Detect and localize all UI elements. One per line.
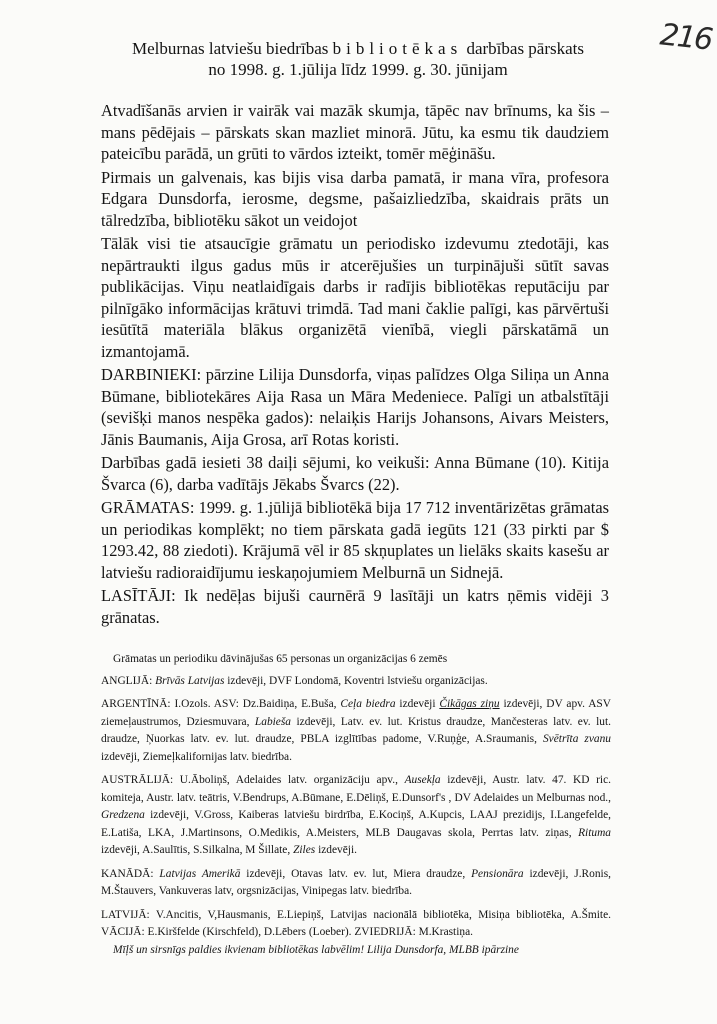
donor-publication: Svētrīta zvanu <box>542 733 612 745</box>
donor-publication: Pensionāra <box>471 867 524 880</box>
document-header <box>88 38 628 80</box>
donor-text: izdevēji, DV apv. ASV ziemeļaustrumos, Dziesmuvara, <box>101 698 611 728</box>
donor-text: izdevēji, A.Saulītis, S.Silkalna, M Šillate, <box>101 844 294 856</box>
header-org: Melburnas latviešu biedrības <box>131 39 329 58</box>
donor-latvija-vacija-zviedrija: LATVIJĀ: V.Ancitis, V,Hausmanis, E.Liepiņš, Latvijas nacionālā bibliotēka, Misiņa bibliotēka, A.Šmite. VĀCIJĀ: E.Kiršfelde (Kirschfeld), D.Lēbers (Loeber). ZVIEDRIJĀ: M.Krastiņa. <box>101 908 611 938</box>
donor-text: izdevēji, J.Ronis, M.Štauvers, Vankuveras latv, orgsnizācijas, Vinipegas latv. biedrība. <box>101 867 611 897</box>
donor-text: izdevēji, Otavas latv. ev. lut, Miera draudze, <box>240 867 472 880</box>
closing-thanks: Mīļš un sirsnīgs paldies ikvienam bibliotēkas labvēlim! Lilija Dunsdorfa, MLBB ipārzine <box>113 943 519 956</box>
donor-text: izdevēji. <box>315 844 357 856</box>
header-line-1 <box>88 38 628 59</box>
paragraph-husband: Pirmais un galvenais, kas bijis visa darba pamatā, ir mana vīra, profesora Edgara Dunsdorfa, ierosme, degsme, pašaizliedzība, skaidrais prāts un tālredzība, bibliotēku sākot un veidojot <box>101 167 609 230</box>
donor-text: izdevēji, Ziemeļkalifornijas latv. biedrība. <box>101 750 292 763</box>
donor-publication: Latvijas Amerikā <box>159 867 241 880</box>
donor-text: KANĀDĀ: <box>101 867 160 880</box>
donor-text: ARGENTĪNĀ: I.Ozols. ASV: Dz.Baidiņa, E.Buša, <box>101 698 341 710</box>
donor-argentina-asv <box>101 696 611 766</box>
header-report: darbības pārskats <box>466 39 585 58</box>
header-line-2: no 1998. g. 1.jūlija līdz 1999. g. 30. jūnijam <box>208 60 508 79</box>
paragraph-donors-thanks: Tālāk visi tie atsaucīgie grāmatu un periodisko izdevumu ztedotāji, kas nepārtraukti ilgus gadus mūs ir atcerējušies un turpinājuši sūtīt savas publikācijas. Viņu neatlaidīgais darbs ir radījis bibliotēkas reputāciju par pilnīgāko informācijas krātuvi trimdā. Tad mani čaklie palīgi, kas pārvērtuši iesūtītā materiāla blākus organizētā vienībā, viegli pārskatāmā un izmantojamā. <box>101 234 609 361</box>
header-library-spaced: bibliotēkas <box>332 39 463 58</box>
donor-text: izdevēji, Austr. latv. 47. KD ric. komiteja, Austr. latv. teātris, V.Bendrups, A.Būmane, E.Dēliņš, E.Dunsorf's , DV Adelaides un Melburnas nod., <box>101 774 611 804</box>
donor-publication: Ziles <box>293 844 316 856</box>
donor-text: izdevēji, DVF Londomā, Koventri lstviešu organizācijas. <box>224 674 488 687</box>
donor-publication: Čikāgas ziņu <box>439 698 500 710</box>
donor-publication: Labieša <box>254 715 291 728</box>
donor-text: izdevēji, V.Gross, Kaiberas latviešu birdrība, E.Kociņš, A.Kupcis, LAAJ prezidijs, I.Langefelde, E.Latiša, LKA, J.Martinsons, O.Medikis, A.Meisters, MLB Daugavas skola, Perrtas latv. ziņas, <box>101 809 611 839</box>
paragraph-staff: DARBINIEKI: pārzine Lilija Dunsdorfa, viņas palīdzes Olga Siliņa un Anna Būmane, bibliotekāres Aija Rasa un Māra Medeniece. Palīgi un atbalstītāji (sevišķi manos nespēka gados): nelaiķis Harijs Johansons, Aivars Meisters, Jānis Baumanis, Aija Grosa, arī Rotas koristi. <box>101 365 609 449</box>
donor-australija <box>101 772 611 860</box>
donor-text: ANGLIJĀ: <box>101 674 156 687</box>
donor-kanada <box>101 866 611 901</box>
paragraph-readers: LASĪTĀJI: Ik nedēļas bijuši caurnērā 9 lasītāji un katrs ņēmis vidēji 3 grānatas. <box>101 586 609 627</box>
donor-publication: Rituma <box>578 826 611 839</box>
paragraph-binding: Darbības gadā iesieti 38 daiļi sējumi, ko veikuši: Anna Būmane (10). Kitija Švarca (6), darba vadītājs Jēkabs Švarcs (22). <box>101 453 609 494</box>
paragraph-books: GRĀMATAS: 1999. g. 1.jūlijā bibliotēkā bija 17 712 inventārizētas grāmatas un periodikas komplēkt; no tiem pārskata gadā iegūts 121 (33 pirkti par $ 1293.42, 88 ziedoti). Krājumā vēl ir 85 skņuplates un lielāks skaits kasešu ar latviešu radioraidījumu ieskaņojumiem Melburnā un Sidnejā. <box>101 498 609 582</box>
donor-publication: Gredzena <box>101 809 145 821</box>
donor-intro: Grāmatas un periodiku dāvinājušas 65 personas un organizācijas 6 zemēs <box>113 653 448 665</box>
donor-text: izdevēji, Latv. ev. lut. Kristus draudze, Mančesteras latv. ev. lut. draudze, Ņuorkas latv. ev. lut. draudze, PBLA izglītības padome, V.Ruņģe, A.Sraumanis, <box>101 715 611 745</box>
paragraph-farewell: Atvadīšanās arvien ir vairāk vai mazāk skumja, tāpēc nav brīnums, ka šis – mans pēdējais – pārskats skan mazliet minorā. Jūtu, ka esmu tik daudziem pateicību parādā, un grūti to vārdos izteikt, tomēr mēģināšu. <box>101 101 609 163</box>
report-body <box>101 100 609 628</box>
donor-publication: Ceļa biedra <box>340 698 396 710</box>
donor-publication: Brīvās Latvijas <box>155 674 225 687</box>
donor-list <box>101 651 611 965</box>
handwritten-page-number: 216 <box>658 17 713 58</box>
donor-text: izdevēji <box>395 698 440 710</box>
donor-publication: Ausekļa <box>404 774 441 786</box>
donor-anglija <box>101 673 611 691</box>
donor-text: AUSTRĀLIJĀ: U.Āboliņš, Adelaides latv. organizāciju apv., <box>101 774 405 786</box>
